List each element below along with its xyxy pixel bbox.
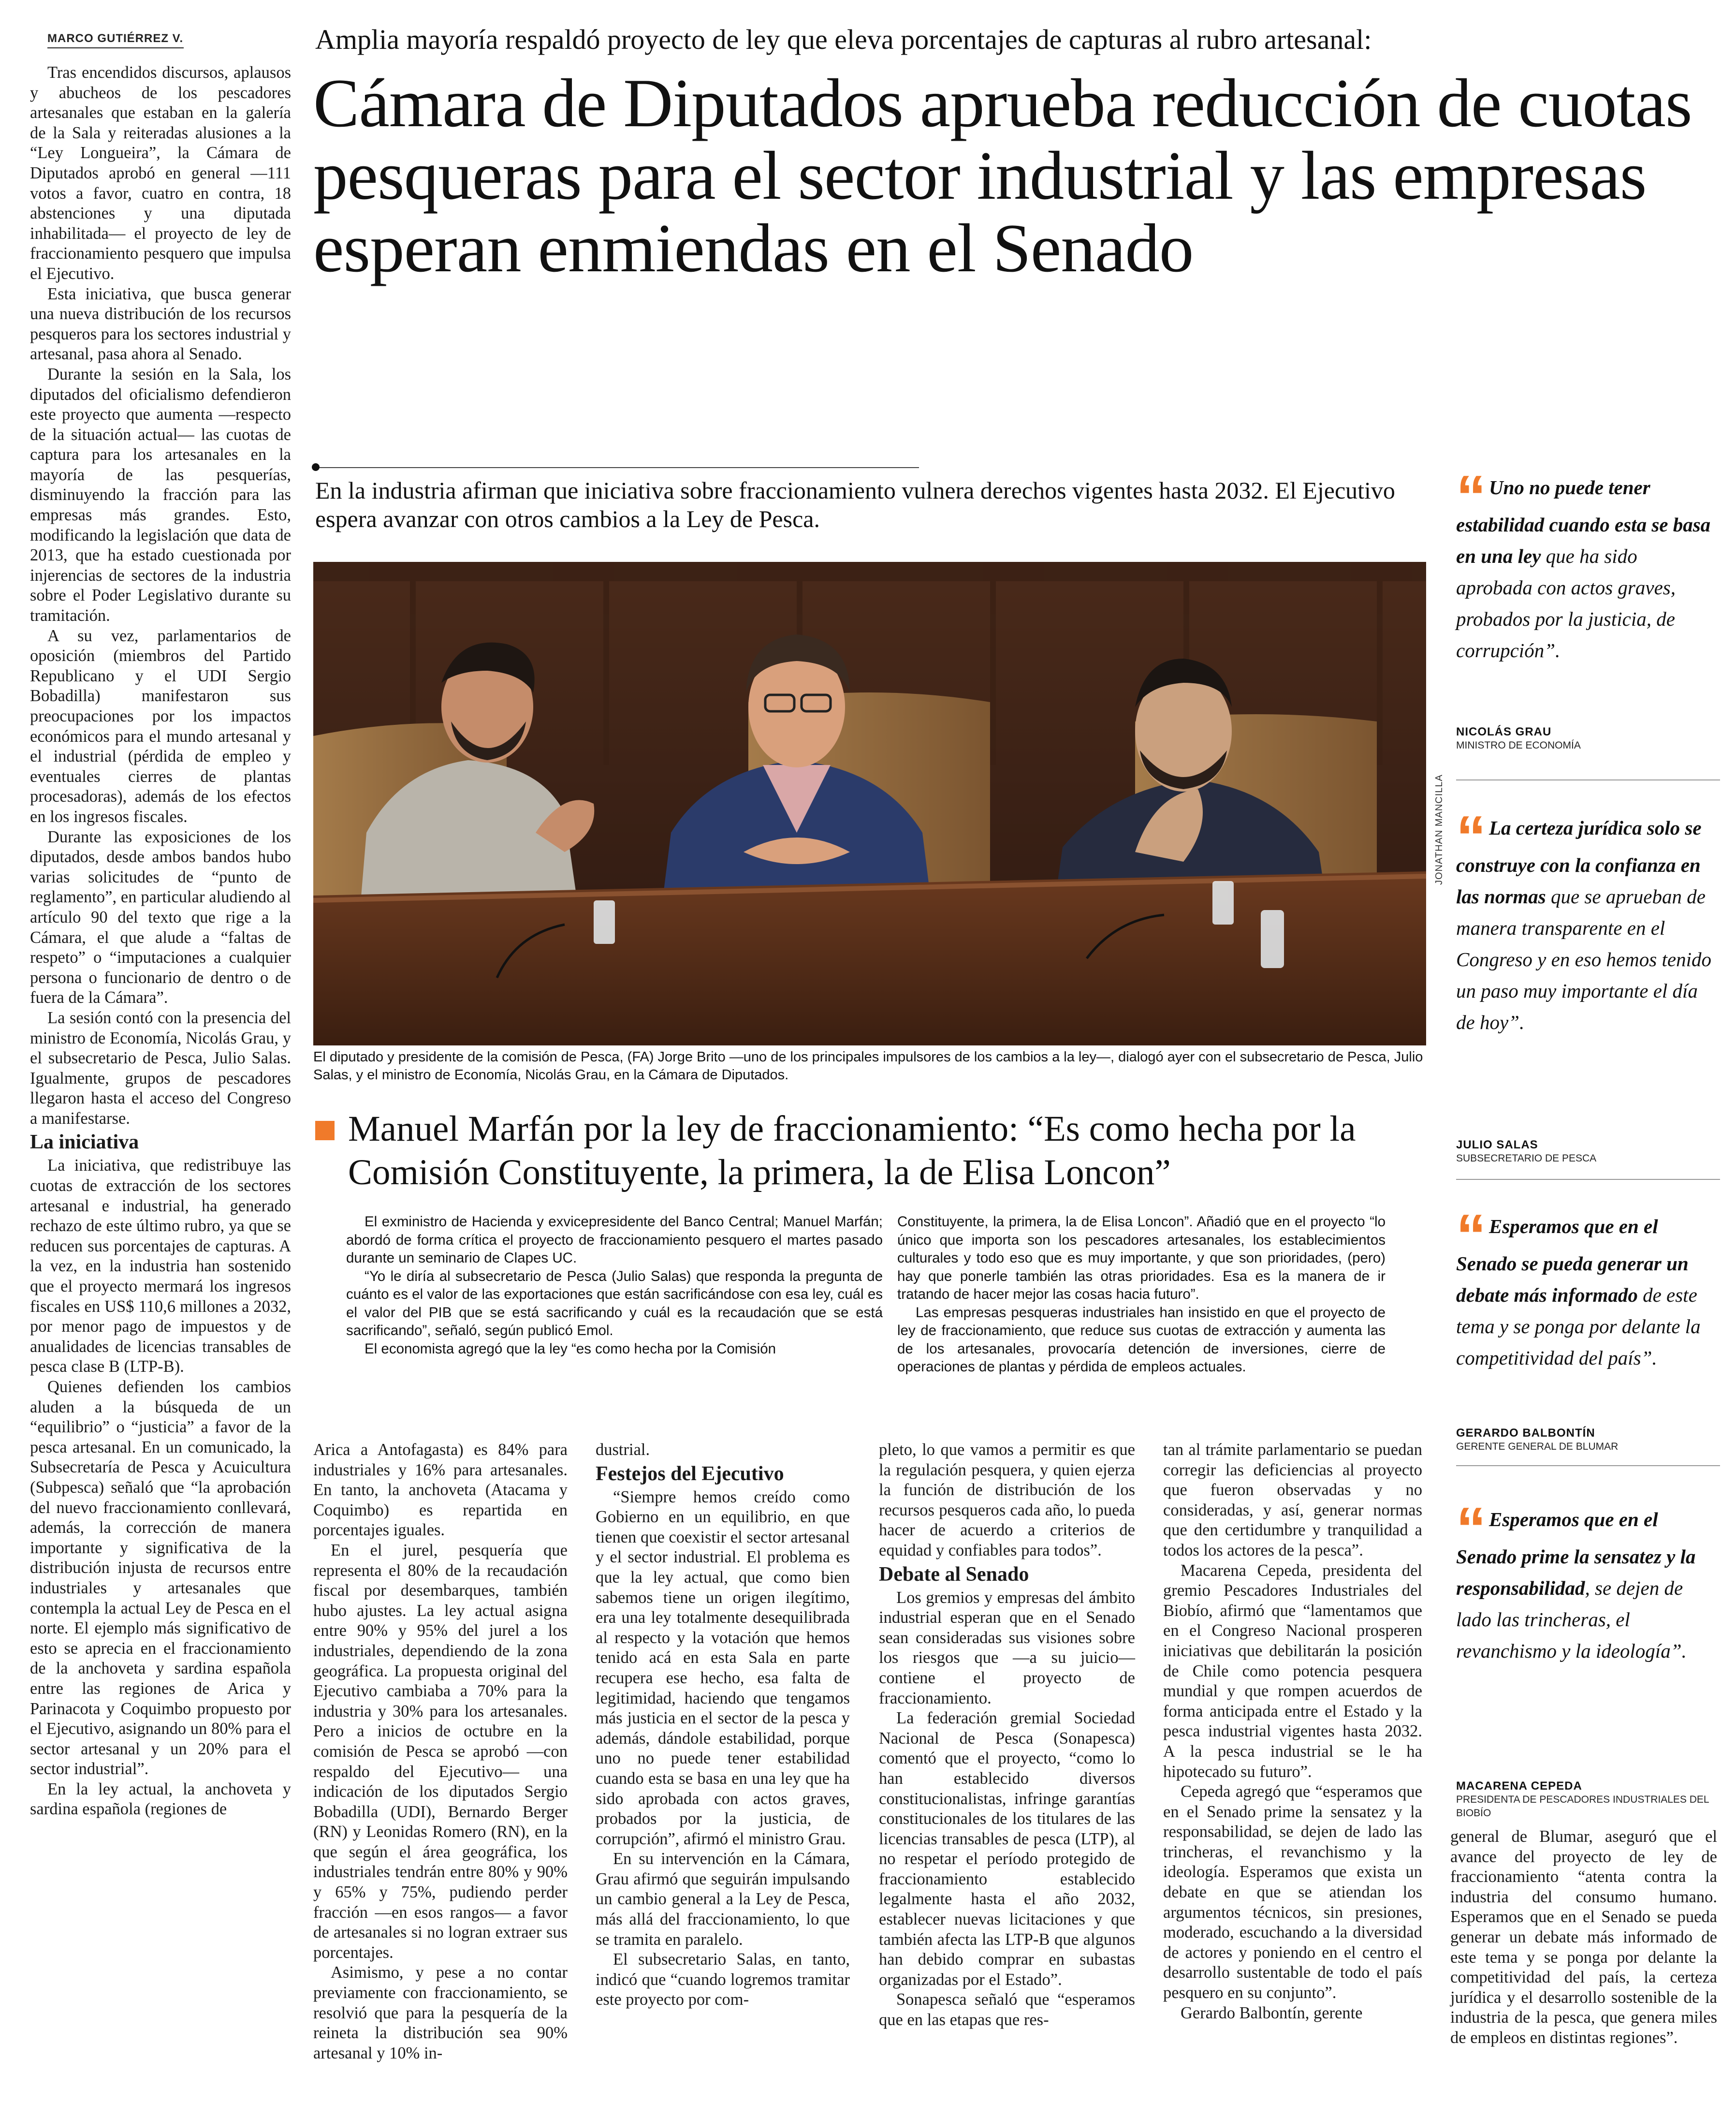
photo-credit: JONATHAN MANCILLA [1434, 774, 1444, 885]
body-column-3 [596, 1440, 850, 2010]
sidebar-marker [315, 1121, 335, 1140]
left-column [30, 63, 291, 1820]
quote-mark-icon: “ [1456, 804, 1480, 871]
quote-text: que se aprueban de manera transparente en el Congreso y en eso hemos tenido un paso muy importante el día de hoy”. [1456, 885, 1711, 1033]
quote-highlight: Esperamos que en el Senado se pueda generar un debate más informado [1456, 1215, 1689, 1306]
paragraph: En la ley actual, la anchoveta y sardina española (regiones de [30, 1779, 291, 1819]
paragraph: La sesión contó con la presencia del ministro de Economía, Nicolás Grau, y el subsecretario de Pesca, Julio Salas. Igualmente, grupos de pescadores llegaron hasta el acceso del Congreso a manifestarse. [30, 1008, 291, 1128]
pull-quote [1456, 1203, 1717, 1374]
quote-author: GERARDO BALBONTÍN [1456, 1426, 1595, 1440]
quote-author-role: GERENTE GENERAL DE BLUMAR [1456, 1441, 1619, 1452]
paragraph: Quienes defienden los cambios aluden a la búsqueda de un “equilibrio” o “justicia” a favor de la pesca artesanal. En un comunicado, la Subsecretaría de Pesca y Acuicultura (Subpesca) señaló que “la aprobación del nuevo fraccionamiento conllevará, además, la corrección de manera importante y significativa de la distribución injusta de recursos entre industriales y artesanales que contempla la actual Ley de Pesca en el norte. El ejemplo más significativo de esto se aprecia en el fraccionamiento de la anchoveta y sardina española entre las regiones de Arica y Parinacota y Coquimbo propuesto por el Ejecutivo, asignando un 80% para el sector artesanal y un 20% para el sector industrial”. [30, 1378, 291, 1779]
paragraph: dustrial. [596, 1441, 650, 1459]
paragraph: Gerardo Balbontín, gerente [1181, 2003, 1363, 2022]
paragraph: Asimismo, y pese a no contar previamente con fraccionamiento, se resolvió que para la pesquería de la reineta la distribución sea 90% artesanal y 10% in- [313, 1963, 568, 2062]
sidebar-column-2 [897, 1213, 1386, 1376]
paragraph: general de Blumar, aseguró que el avance del proyecto de ley de fraccionamiento “atenta contra la industria del consumo humano. Esperamos que en el Senado se pueda generar un debate más informado de este tema y se ponga por delante la competitividad del país, la certeza jurídica y el desarrollo sostenible de la industria de la pesca, que genera miles de empleos en distintas regiones”. [1450, 1827, 1717, 2047]
sidebar-column-1 [346, 1213, 883, 1358]
paragraph: Constituyente, la primera, la de Elisa Loncon”. Añadió que en el proyecto “lo único que importa son los pescadores artesanales, los establecimientos culturales y todo eso que es muy importante, y que son prioridades, (pero) hay que ponerle también las otras prioridades. Esa es la manera de ir tratando de hacer mejor las cosas hacia futuro”. [897, 1214, 1386, 1302]
paragraph: “Siempre hemos creído como Gobierno en un equilibrio, en que tienen que coexistir el sector artesanal y el sector industrial. El problema es que la ley actual, que como bien sabemos tiene un origen ilegítimo, era una ley totalmente desequilibrada al respecto y la votación que hemos tenido acá en esta Sala en parte recupera ese hecho, esa falta de legitimidad, haciendo que tengamos más justicia en el sector de la pesca y además, dándole estabilidad, porque uno no puede tener estabilidad cuando esta se basa en una ley que ha sido aprobada con actos graves, probados por la justicia, de corrupción”, afirmó el ministro Grau. [596, 1487, 850, 1848]
paragraph: Durante las exposiciones de los diputados, desde ambos bandos hubo varias solicitudes de “punto de reglamento”, en particular aludiendo al artículo 90 del texto que rige a la Cámara, el que alude a “faltas de respeto” o “imputaciones a cualquier persona o funcionario de dentro o de fuera de la Cámara”. [30, 827, 291, 1007]
paragraph: En el jurel, pesquería que representa el 80% de la recaudación fiscal por desembarques, también hubo ajustes. La ley actual asigna entre 90% y 95% del jurel a los industriales, dependiendo de la zona geográfica. La propuesta original del Ejecutivo cambiaba a 70% para la industria y 30% para los artesanales. Pero a inicios de octubre en la comisión de Pesca se aprobó —con respaldo del Ejecutivo— una indicación de los diputados Sergio Bobadilla (UDI), Bernardo Berger (RN) y Leonidas Romero (RN), en la que según el área geográfica, los industriales tendrán entre 80% y 90% y 65% y 75%, pudiendo perder fracción —en esos rangos— a favor de artesanales si no logran extraer sus porcentajes. [313, 1541, 568, 1962]
deck: En la industria afirman que iniciativa sobre fraccionamiento vulnera derechos vigentes hasta 2032. El Ejecutivo espera avanzar con otros cambios a la Ley de Pesca. [315, 477, 1395, 532]
paragraph: Sonapesca señaló que “esperamos que en las etapas que res- [879, 1990, 1135, 2029]
body-column-2 [313, 1440, 568, 2063]
paragraph: El economista agregó que la ley “es como hecha por la Comisión [365, 1340, 776, 1357]
byline-divider [47, 47, 184, 48]
paragraph: A su vez, parlamentarios de oposición (miembros del Partido Republicano y el UDI Sergio Bobadilla) manifestaron sus preocupaciones por los impactos económicos para el mundo artesanal y el industrial (pérdida de empleo y eventuales cierres de plantas procesadoras), además de los efectos en los ingresos fiscales. [30, 626, 291, 826]
paragraph: Las empresas pesqueras industriales han insistido en que el proyecto de ley de fraccionamiento, que reduce sus cuotas de extracción y aumenta las de los artesanales, provocaría detención de inversiones, cierre de operaciones de plantas y pérdida de empleos actuales. [897, 1304, 1386, 1375]
paragraph: “Yo le diría al subsecretario de Pesca (Julio Salas) que responda la pregunta de cuánto es el valor de las exportaciones que están sacrificándose con esa ley, cuál es el valor del PIB que se está sacrificando y cuál es la recaudación que se está sacrificando”, señaló, según publicó Emol. [346, 1268, 883, 1338]
byline: MARCO GUTIÉRREZ V. [47, 32, 184, 45]
pull-quote [1456, 464, 1717, 666]
quote-mark-icon: “ [1456, 1203, 1480, 1269]
headline: Cámara de Diputados aprueba reducción de cuotas pesqueras para el sector industrial y las empresas esperan enmiendas en el Senado [313, 65, 1692, 286]
paragraph: Tras encendidos discursos, aplausos y abucheos de los pescadores artesanales que estaban en la galería de la Sala y reiteradas alusiones a la “Ley Longueira”, la Cámara de Diputados aprobó en general —111 votos a favor, cuatro en contra, 18 abstenciones y una diputada inhabilitada— el proyecto de ley de fraccionamiento pesquero que impulsa el Ejecutivo. [30, 63, 291, 283]
quote-text: que ha sido aprobada con actos graves, probados por la justicia, de corrupción”. [1456, 545, 1676, 662]
quote-text: de este tema y se ponga por delante la competitividad del país”. [1456, 1284, 1701, 1369]
paragraph: La federación gremial Sociedad Nacional de Pesca (Sonapesca) comentó que el proyecto, “como lo han establecido diversos constitucionalistas, infringe garantías constitucionales de los titulares de las licencias transables de pesca (LTP), al no respetar el período protegido de fraccionamiento establecido legalmente hasta el año 2032, establecer nuevas licitaciones y que también afecta las LTP-B que algunos han debido comprar en subastas organizadas por el Estado”. [879, 1709, 1135, 1989]
quote-highlight: Uno no puede tener estabilidad cuando esta se basa en una ley [1456, 476, 1711, 567]
quote-author: MACARENA CEPEDA [1456, 1779, 1582, 1793]
quote-text: , se dejen de lado las trincheras, el revanchismo y la ideología”. [1456, 1577, 1687, 1662]
paragraph: Cepeda agregó que “esperamos que en el Senado prime la sensatez y la responsabilidad, se dejen de lado las trincheras, el revanchismo y la ideología. Esperamos que exista un debate en que se atiendan los argumentos técnicos, sin presiones, moderado, escuchando a la diversidad de actores y poniendo en el centro el desarrollo sustentable de todo el país pesquero en su conjunto”. [1163, 1782, 1422, 2002]
paragraph: En su intervención en la Cámara, Grau afirmó que seguirán impulsando un cambio general a la Ley de Pesca, más allá del fraccionamiento, lo que se tramita en paralelo. [596, 1850, 850, 1949]
kicker: Amplia mayoría respaldó proyecto de ley que eleva porcentajes de capturas al rubro artesanal: [315, 24, 1372, 55]
paragraph: Los gremios y empresas del ámbito industrial esperan que en el Senado sean consideradas sus visiones sobre los riesgos que —a su juicio— contiene el proyecto de fraccionamiento. [879, 1588, 1135, 1707]
paragraph: Macarena Cepeda, presidenta del gremio Pescadores Industriales del Biobío, afirmó que “lamentamos que en el Congreso Nacional prosperen iniciativas que debilitarán la posición de Chile como potencia pesquera mundial y que rompen acuerdos de forma anticipada entre el Estado y la pesca industrial vigentes hasta 2032. A la pesca industrial se le ha hipotecado su futuro”. [1163, 1561, 1422, 1781]
body-column-5 [1163, 1440, 1422, 2023]
quote-author-role: MINISTRO DE ECONOMÍA [1456, 740, 1581, 751]
section-title: La iniciativa [30, 1131, 139, 1154]
quote-author-role: SUBSECRETARIO DE PESCA [1456, 1153, 1597, 1164]
deck-divider [320, 467, 919, 468]
paragraph: pleto, lo que vamos a permitir es que la regulación pesquera, y quien ejerza la función de distribución de los recursos pesqueros cada año, lo pueda hacer de acuerdo a criterios de equidad y confiables para todos”. [879, 1441, 1135, 1559]
section-title: Festejos del Ejecutivo [596, 1462, 784, 1485]
quote-author-role: PRESIDENTA DE PESCADORES INDUSTRIALES DEL BIOBÍO [1456, 1794, 1709, 1819]
deck-bullet [312, 463, 320, 471]
quote-divider [1456, 1179, 1720, 1180]
pull-quote [1456, 1496, 1717, 1667]
paragraph: Durante la sesión en la Sala, los diputados del oficialismo defendieron este proyecto que aumenta —respecto de la situación actual— las cuotas de captura para los artesanales en la mayoría de las pesquerías, disminuyendo la fracción para las empresas más grandes. Esto, modificando la legislación que data de 2013, que ha estado cuestionada por injerencias de sectores de la industria sobre el Poder Legislativo durante su tramitación. [30, 365, 291, 625]
quote-highlight: La certeza jurídica solo se construye con la confianza en las normas [1456, 817, 1702, 908]
quote-highlight: Esperamos que en el Senado prime la sensatez y la responsabilidad [1456, 1508, 1696, 1599]
body-column-6 [1450, 1827, 1717, 2048]
quote-divider [1456, 1465, 1720, 1466]
quote-mark-icon: “ [1456, 464, 1480, 530]
body-column-4 [879, 1440, 1135, 2030]
paragraph: El exministro de Hacienda y exvicepresidente del Banco Central; Manuel Marfán; abordó de forma crítica el proyecto de fraccionamiento pesquero el martes pasado durante un seminario de Clapes UC. [346, 1214, 883, 1266]
pull-quote [1456, 804, 1717, 1038]
paragraph: El subsecretario Salas, en tanto, indicó que “cuando logremos tramitar este proyecto por com- [596, 1950, 850, 2009]
photo-caption: El diputado y presidente de la comisión de Pesca, (FA) Jorge Brito —uno de los principales impulsores de los cambios a la ley—, dialogó ayer con el subsecretario de Pesca, Julio Salas, y el ministro de Economía, Nicolás Grau, en la Cámara de Diputados. [313, 1049, 1423, 1083]
quote-author: JULIO SALAS [1456, 1138, 1538, 1151]
quote-mark-icon: “ [1456, 1496, 1480, 1562]
left-column-intro [30, 63, 291, 1129]
sidebar-title: Manuel Marfán por la ley de fraccionamiento: “Es como hecha por la Comisión Constituyente, la primera, la de Elisa Loncon” [348, 1109, 1356, 1192]
quote-author: NICOLÁS GRAU [1456, 725, 1552, 738]
paragraph: La iniciativa, que redistribuye las cuotas de extracción de los sectores artesanal e industrial, ha generado rechazo de este último rubro, ya que se reducen sus porcentajes de capturas. A la vez, en la industria han sostenido que el proyecto mermará los ingresos fiscales en US$ 110,6 millones a 2032, por menor pago de impuestos y de anualidades de licencias transables de pesca clase B (LTP-B). [30, 1156, 291, 1376]
quote-divider [1456, 779, 1720, 780]
paragraph: tan al trámite parlamentario se puedan corregir las deficiencias al proyecto que fueron observadas y no consideradas, y así, generar normas que den certidumbre y tranquilidad a todos los actores de la pesca”. [1163, 1441, 1422, 1559]
paragraph: Arica a Antofagasta) es 84% para industriales y 16% para artesanales. En tanto, la anchoveta (Atacama y Coquimbo) es repartida en porcentajes iguales. [313, 1441, 568, 1540]
section-title: Debate al Senado [879, 1563, 1029, 1586]
photo [313, 562, 1426, 1045]
paragraph: Esta iniciativa, que busca generar una nueva distribución de los recursos pesqueros para los sectores industrial y artesanal, pasa ahora al Senado. [30, 284, 291, 364]
